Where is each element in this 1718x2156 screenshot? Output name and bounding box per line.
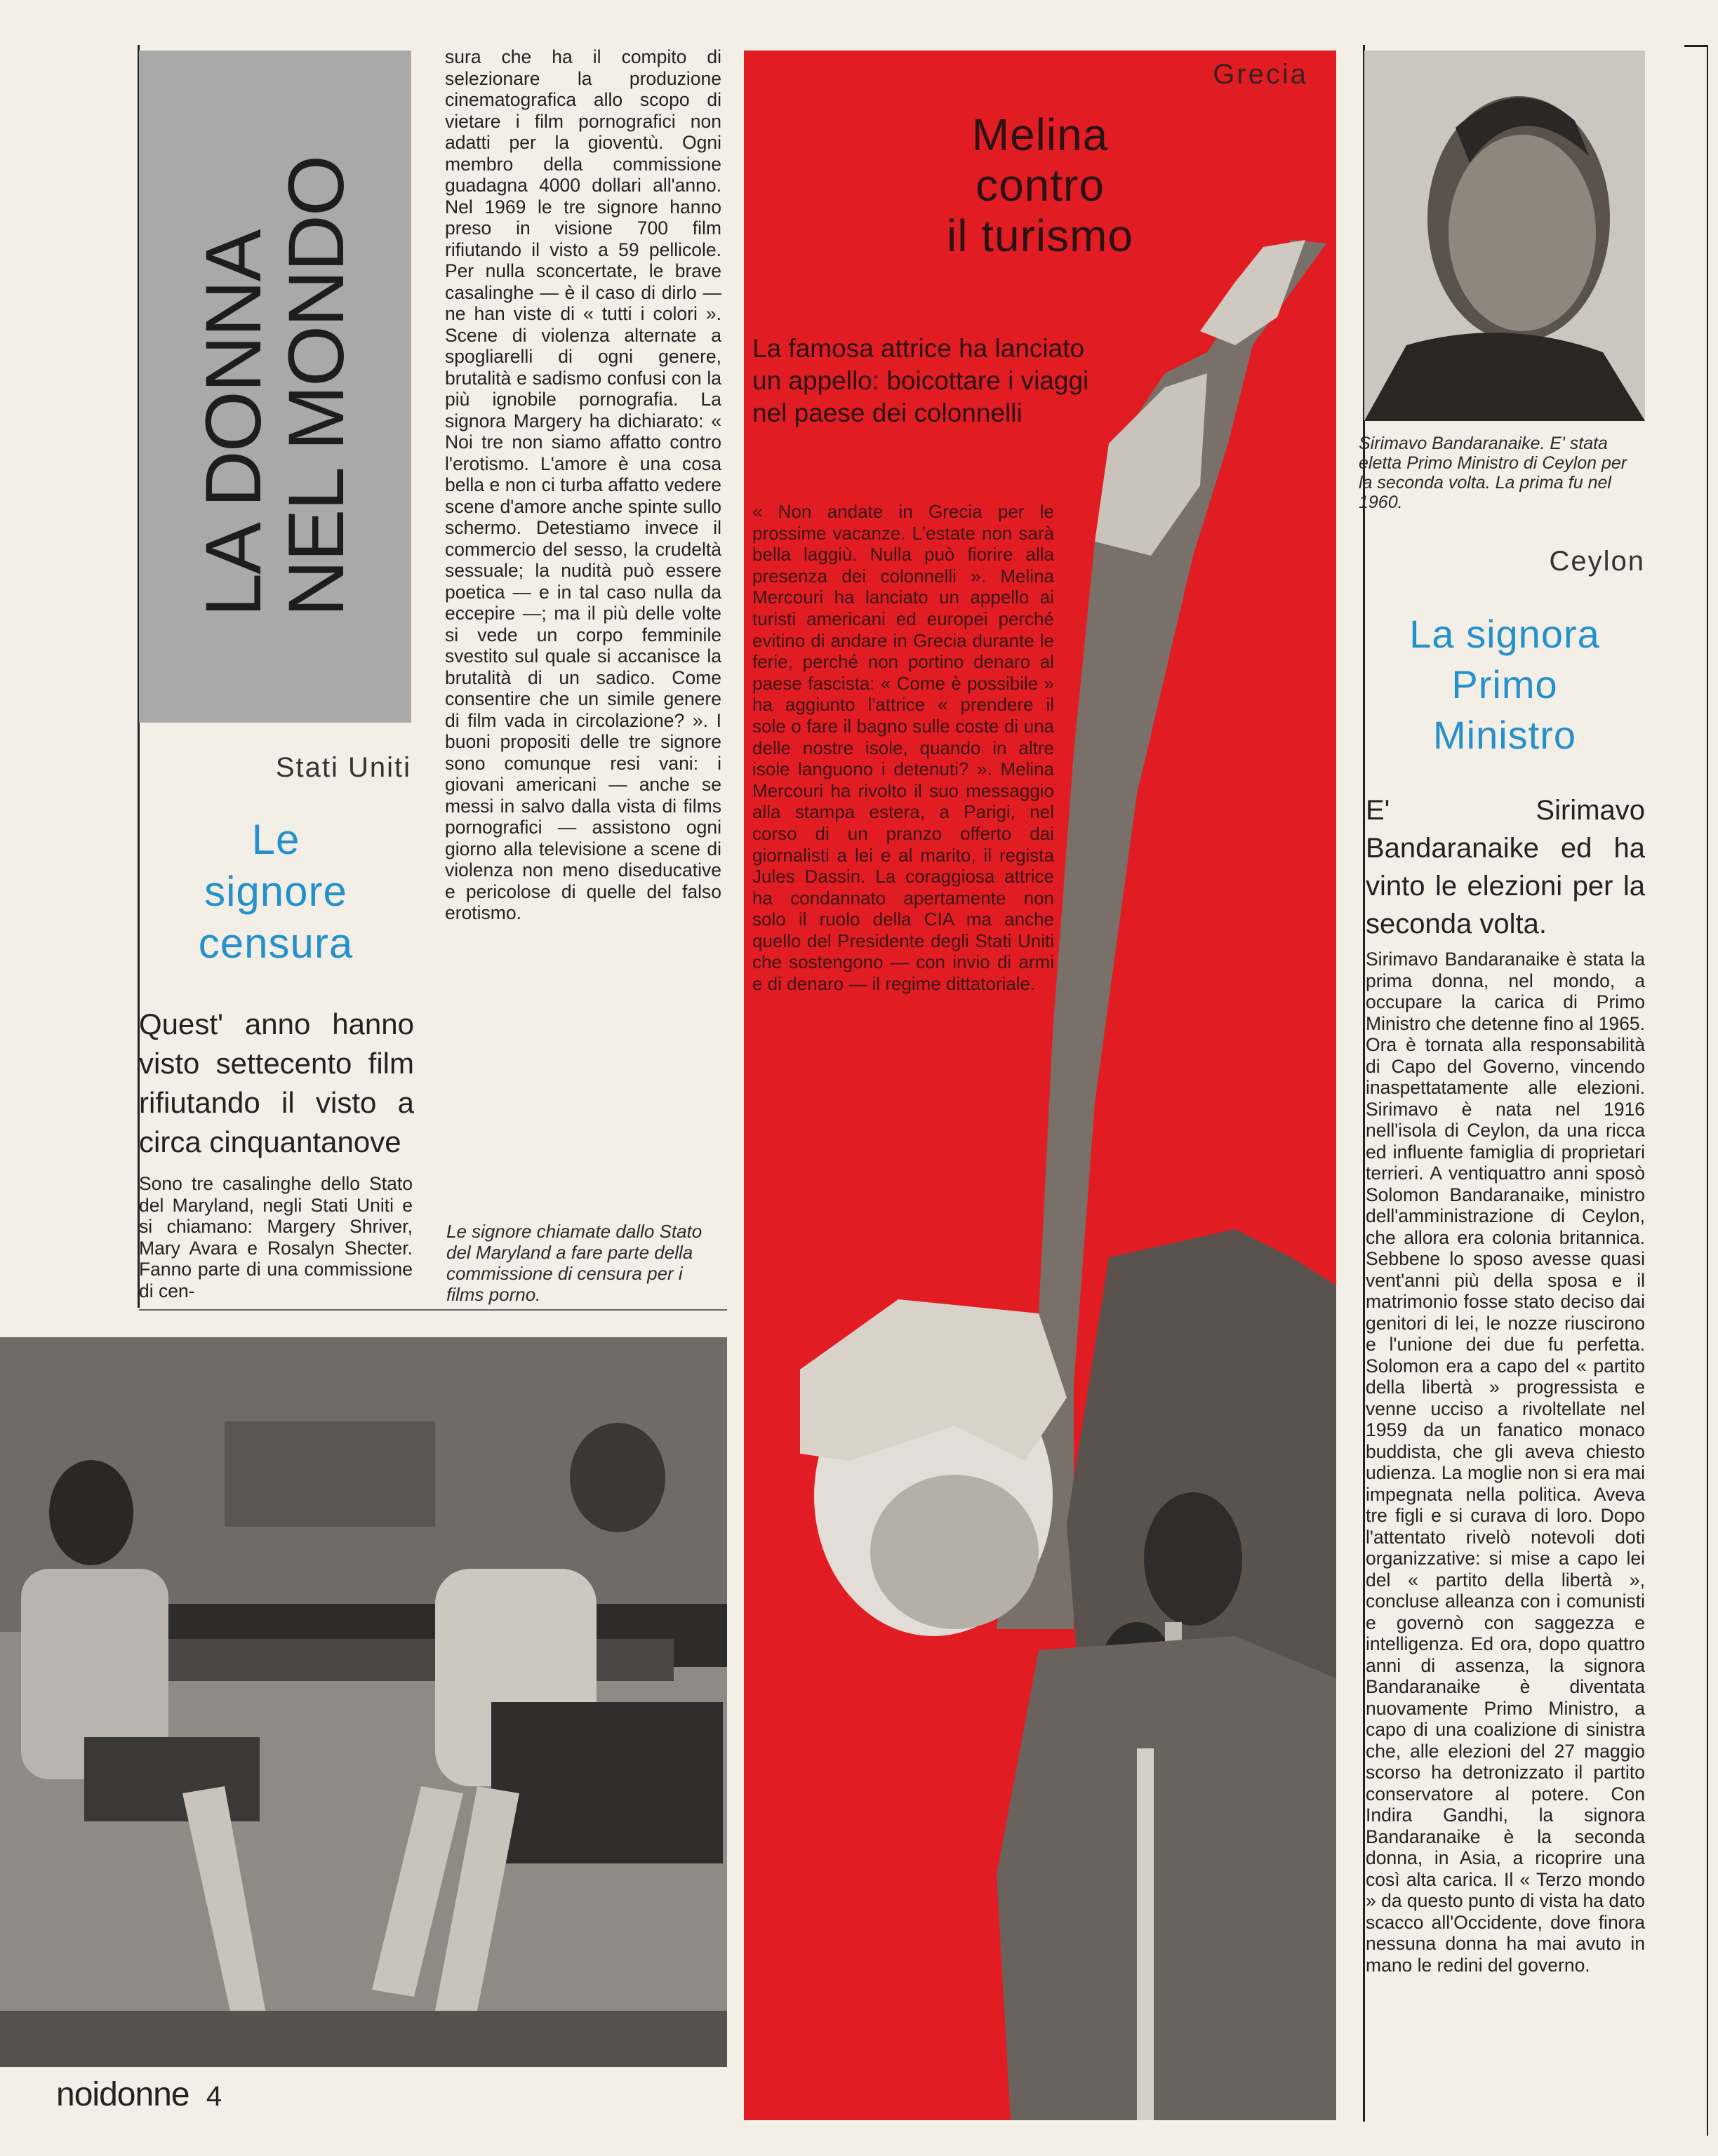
greece-headline-line-1: Melina xyxy=(971,109,1109,160)
ceylon-kicker: Ceylon xyxy=(1549,546,1645,577)
magazine-name-part2: donne xyxy=(99,2076,189,2113)
section-bottom-rule xyxy=(139,1309,727,1311)
ceylon-headline-line-2: Primo xyxy=(1451,662,1558,707)
page-number: 4 xyxy=(206,2081,222,2112)
usa-headline-line-3: censura xyxy=(198,920,354,967)
usa-kicker: Stati Uniti xyxy=(275,752,411,783)
usa-standfirst: Quest' anno hanno visto settecento film rifiutando il visto a circa cinquantanove xyxy=(139,1007,414,1158)
ceylon-headline-line-1: La signora xyxy=(1409,612,1600,656)
bandaranaike-portrait xyxy=(1364,51,1645,421)
ceylon-body: Sirimavo Bandaranaike è stata la prima donna, nel mondo, a occupare la carica di Primo Ministro che detenne fino al 1965. Ora è tornata alla responsabilità di Capo del Governo, vincendo inaspettatamente alle elezioni. Sirimavo è nata nel 1916 nell'isola di Ceylon, da una ricca ed influente famiglia di proprietari terrieri. A ventiquattro anni sposò Solomon Bandaranaike, ministro dell'amministrazione di Ceylon, che allora era colonia britannica. Sebbene lo sposo avesse quasi vent'anni più della sposa e il matrimonio fosse stato deciso dai genitori di lei, le nozze riuscirono e l'unione dei due fu perfetta. Solomon era a capo del « partito della libertà » progressista e venne ucciso a rivoltellate nel 1959 da un fanatico monaco buddista, che gli aveva chiesto udienza. La moglie non si era mai impegnata nella politica. Aveva tre figli e si curava di loro. Dopo l'attentato rivelò notevoli doti organizzative: si mise a capo lei del « partito della libertà », concluse alleanza con i comunisti e governò con saggezza e intelligenza. Ed ora, dopo quattro anni di assenza, la signora Bandaranaike è diventata nuovamente Primo Ministro, a capo di una coalizione di sinistra che, alle elezioni del 27 maggio scorso ha detronizzato il partito conservatore al potere. Con Indira Gandhi, la signora Bandaranaike è la seconda donna, in Asia, a ricoprire una così alta carica. Il « Terzo mondo » da questo punto di vista ha dato scacco all'Occidente, dove finora nessuna donna ha mai avuto in mano le redini del governo. xyxy=(1366,949,1645,1976)
usa-body-col1: Sono tre casalinghe dello Stato del Maryland, negli Stati Uniti e si chiamano: Margery Shriver, Mary Avara e Rosalyn Shecter. Fanno parte di una commissione di cen- xyxy=(139,1173,413,1301)
page-rule-far-right xyxy=(1707,45,1708,2136)
magazine-name-part1: noi xyxy=(56,2076,100,2113)
magazine-footer xyxy=(56,2075,221,2114)
ceylon-headline xyxy=(1364,609,1645,761)
section-title-box xyxy=(139,51,411,723)
section-title-line-2: NEL MONDO xyxy=(272,156,360,617)
greece-standfirst: La famosa attrice ha lanciato un appello: boicottare i viaggi nel paese dei colonnelli xyxy=(752,334,1089,427)
ceylon-standfirst: E' Sirimavo Bandaranaike ed ha vinto le elezioni per la seconda volta. xyxy=(1366,795,1645,939)
section-title xyxy=(189,156,360,617)
section-title-line-1: LA DONNA xyxy=(189,230,277,617)
greece-body: « Non andate in Grecia per le prossime vacanze. L'estate non sarà bella laggiù. Nulla può fiorire alla presenza dei colonnelli ». Melina Mercouri ha lanciato un appello ai turisti americani ed europei perché evitino di andare in Grecia durante le ferie, perché non portino denaro al paese fascista: « Come è possibile » ha aggiunto l'attrice « prendere il sole o fare il bagno sulle coste di una delle nostre isole, quando in altre isole languono i detenuti? ». Melina Mercouri ha rivolto il suo messaggio alla stampa estera, a Parigi, nel corso di un pranzo offerto dai giornalisti a lei e al marito, il regista Jules Dassin. La coraggiosa attrice ha condannato apertamente non solo il ruolo della CIA ma anche quello del Presidente degli Stati Uniti che sostengono — con invio di armi e di denaro — il regime dittatoriale. xyxy=(752,501,1054,995)
usa-body-col2: sura che ha il compito di selezionare la produzione cinematografica allo scopo di vietare i film pornografici non adatti per la gioventù. Ogni membro della commissione guadagna 4000 dollari all'anno. Nel 1969 le tre signore hanno preso in visione 700 film rifiutando il visto a 59 pellicole. Per nulla sconcertate, le brave casalinghe — è il caso di dirlo — ne han viste di « tutti i colori ». Scene di violenza alternate a spogliarelli di ogni genere, brutalità e sadismo confusi con la più ignobile pornografia. La signora Margery ha dichiarato: « Noi tre non siamo affatto contro l'erotismo. L'amore è una cosa bella e non ci turba affatto vedere scene d'amore anche spinte sullo schermo. Detestiamo invece il commercio del sesso, la crudeltà sessuale; la nudità può essere poetica — e in tal caso nulla da eccepire —; ma il più delle volte si vede un corpo femminile svestito sul quale si accanisce la brutalità di un sadico. Come consentire che un simile genere di film vada in circolazione? ». I buoni propositi delle tre signore sono comunque resi vani: i giovani americani — anche se messi in salvo dalla vista di films pornografici — assistono ogni giorno alla televisione a scene di violenza non meno diseducative e pericolose di quelle del falso erotismo. xyxy=(445,46,721,923)
greece-headline-line-3: il turismo xyxy=(946,210,1134,261)
usa-headline-line-2: signore xyxy=(204,868,347,915)
melina-photo xyxy=(744,51,1336,2120)
greece-kicker: Grecia xyxy=(1213,59,1308,90)
greece-headline-line-2: contro xyxy=(975,160,1105,210)
ceylon-headline-line-3: Ministro xyxy=(1432,713,1577,757)
commission-photo-illustration xyxy=(0,1337,727,2067)
greece-red-band xyxy=(744,51,1336,2120)
usa-headline xyxy=(140,814,411,970)
page-rule-top xyxy=(1684,45,1708,47)
bandaranaike-portrait-illustration xyxy=(1364,51,1645,421)
usa-headline-line-1: Le xyxy=(251,816,300,863)
usa-photo-caption: Le signore chiamate dallo Stato del Maryland a fare parte della commissione di censura per i films porno. xyxy=(446,1221,702,1305)
commission-photo xyxy=(0,1337,727,2067)
ceylon-photo-caption: Sirimavo Bandaranaike. E' stata eletta Primo Ministro di Ceylon per la seconda volta. La prima fu nel 1960. xyxy=(1359,434,1627,512)
